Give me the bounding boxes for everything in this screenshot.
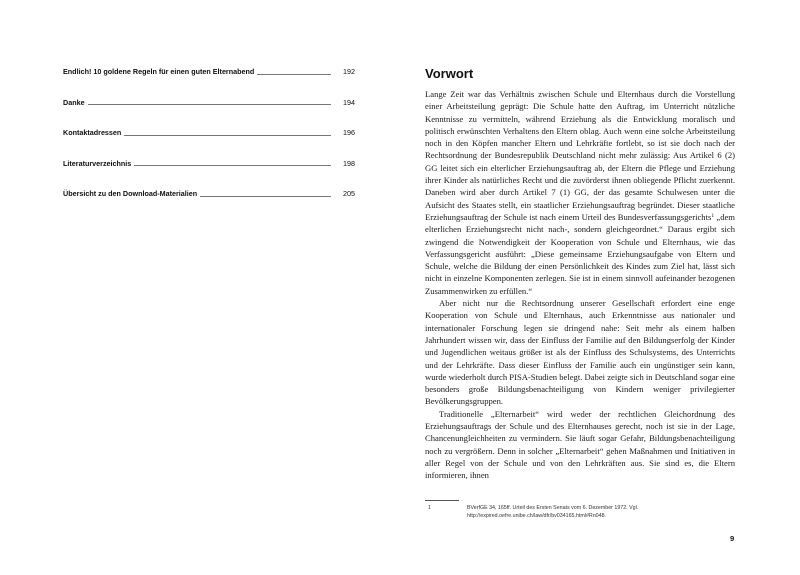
toc-entry[interactable]	[63, 66, 355, 76]
body-paragraph	[425, 88, 735, 297]
body-paragraph: Traditionelle „Elternarbeit“ wird weder der rechtlichen Gleichordnung des Erziehungsauftrags der Schule und des Elternhauses gerecht, noch ist sie in der Lage, Chancenungleichheiten zu vermindern. Sie läuft sogar Gefahr, Bildungsbenachteiligung noch zu vergrößern. Denn in solcher „Elternarbeit“ gehen Maßnahmen und Initiativen in aller Regel von der Schule und von den Lehrkräften aus. Sie sind es, die Eltern informieren, ihnen	[425, 408, 735, 481]
toc-entry-page: 196	[343, 128, 355, 138]
footnote-divider	[425, 500, 459, 501]
toc-entry-title: Endlich! 10 goldene Regeln für einen guten Elternabend	[63, 67, 255, 76]
chapter-body	[425, 88, 735, 482]
toc-entry-page: 198	[343, 158, 355, 168]
toc-entry-title: Literaturverzeichnis	[63, 158, 132, 168]
body-paragraph: Aber nicht nur die Rechtsordnung unserer Gesellschaft erfordert eine enge Kooperation von Schule und Elternhaus, auch Erkenntnisse aus nationaler und internationaler Forschung legen sie dringend nahe: Seit mehr als einem halben Jahrhundert wissen wir, dass der Einfluss der Familie auf den Bildungserfolg der Kinder und Jugendlichen weitaus größer ist als der Einfluss des Schulsystems, des Unterrichts und der Lehrkräfte. Dass dieser Einfluss der Familie auch ein ungünstiger sein kann, wurde wiederholt durch PISA-Studien belegt. Dabei zeigte sich in Deutschland sogar eine besonders große Bildungsbenachteiligung von Kindern weniger privilegierter Bevölkerungsgruppen.	[425, 298, 735, 407]
toc-entry-page: 205	[343, 189, 355, 199]
toc-entry[interactable]	[63, 188, 355, 198]
page-number: 9	[730, 534, 735, 543]
toc-entry-page: 192	[343, 67, 355, 76]
toc-entry[interactable]	[63, 158, 355, 168]
paragraph-text: Lange Zeit war das Verhältnis zwischen Schule und Elternhaus durch die Vorstellung einer Arbeitsteilung geprägt: Die Schule hatte den Auftrag, im Unterricht nützliche Kenntnisse zu vermitteln, während Erziehung als die Entwicklung moralisch und politisch erwünschten Verhaltens den Eltern oblag. Auch wenn eine solche Arbeitsteilung noch in den Köpfen mancher Eltern und Lehrkräfte fortlebt, so ist sie doch nach der Rechtsordnung der Bundesrepublik Deutschland nicht mehr zulässig: Aus Artikel 6 (2) GG leitet sich ein elterlicher Erziehungsauftrag ab, der Eltern die Pflege und Erziehung ihrer Kinder als natürliches Recht und die zuvörderst ihnen obliegende Pflicht zuerkennt. Daneben wird aber durch Artikel 7 (1) GG, der das gesamte Schulwesen unter die Aufsicht des Staates stellt, ein staatlicher Erziehungsauftrag begründet. Dieser staatliche Erziehungsauftrag der Schule ist nach einem Urteil des Bundesverfassungsgerichts	[425, 89, 735, 222]
toc-leader-line	[200, 196, 331, 197]
chapter-heading: Vorwort	[425, 66, 474, 81]
footnote-text: BVerfGE 34, 165ff. Urteil des Ersten Senats vom 6. Dezember 1972. Vgl. http://expired.oefre.unibe.ch/law/dfr/bv034165.html#Rn048.	[467, 505, 639, 519]
toc-entry-title: Danke	[63, 97, 85, 107]
paragraph-text-continued: „dem elterlichen Erziehungsrecht nicht nach-, sondern gleichgeordnet.“ Daraus ergibt sich zwingend die Notwendigkeit der Kooperation von Schule und Elternhaus, wie das Verfassungsgericht ausführt: „Diese gemeinsame Erziehungsaufgabe von Eltern und Schule, welche die Bildung der einen Persönlichkeit des Kindes zum Ziel hat, lässt sich nicht in einzelne Komponenten zerlegen. Sie ist in einem sinnvoll aufeinander bezogenen Zusammenwirken zu erfüllen.“	[425, 211, 735, 296]
footnote-reference[interactable]: 1	[711, 212, 715, 219]
toc-leader-line	[257, 74, 331, 75]
toc-entry[interactable]	[63, 97, 355, 107]
toc-leader-line	[134, 165, 331, 166]
toc-entry-page: 194	[343, 97, 355, 107]
toc-entry[interactable]	[63, 127, 355, 137]
toc-entry-title: Übersicht zu den Download-Materialien	[63, 189, 198, 199]
toc-entry-title: Kontaktadressen	[63, 128, 122, 138]
footnote-number: 1	[428, 505, 431, 511]
toc-leader-line	[124, 135, 331, 136]
toc-leader-line	[88, 104, 331, 105]
table-of-contents	[63, 66, 355, 219]
